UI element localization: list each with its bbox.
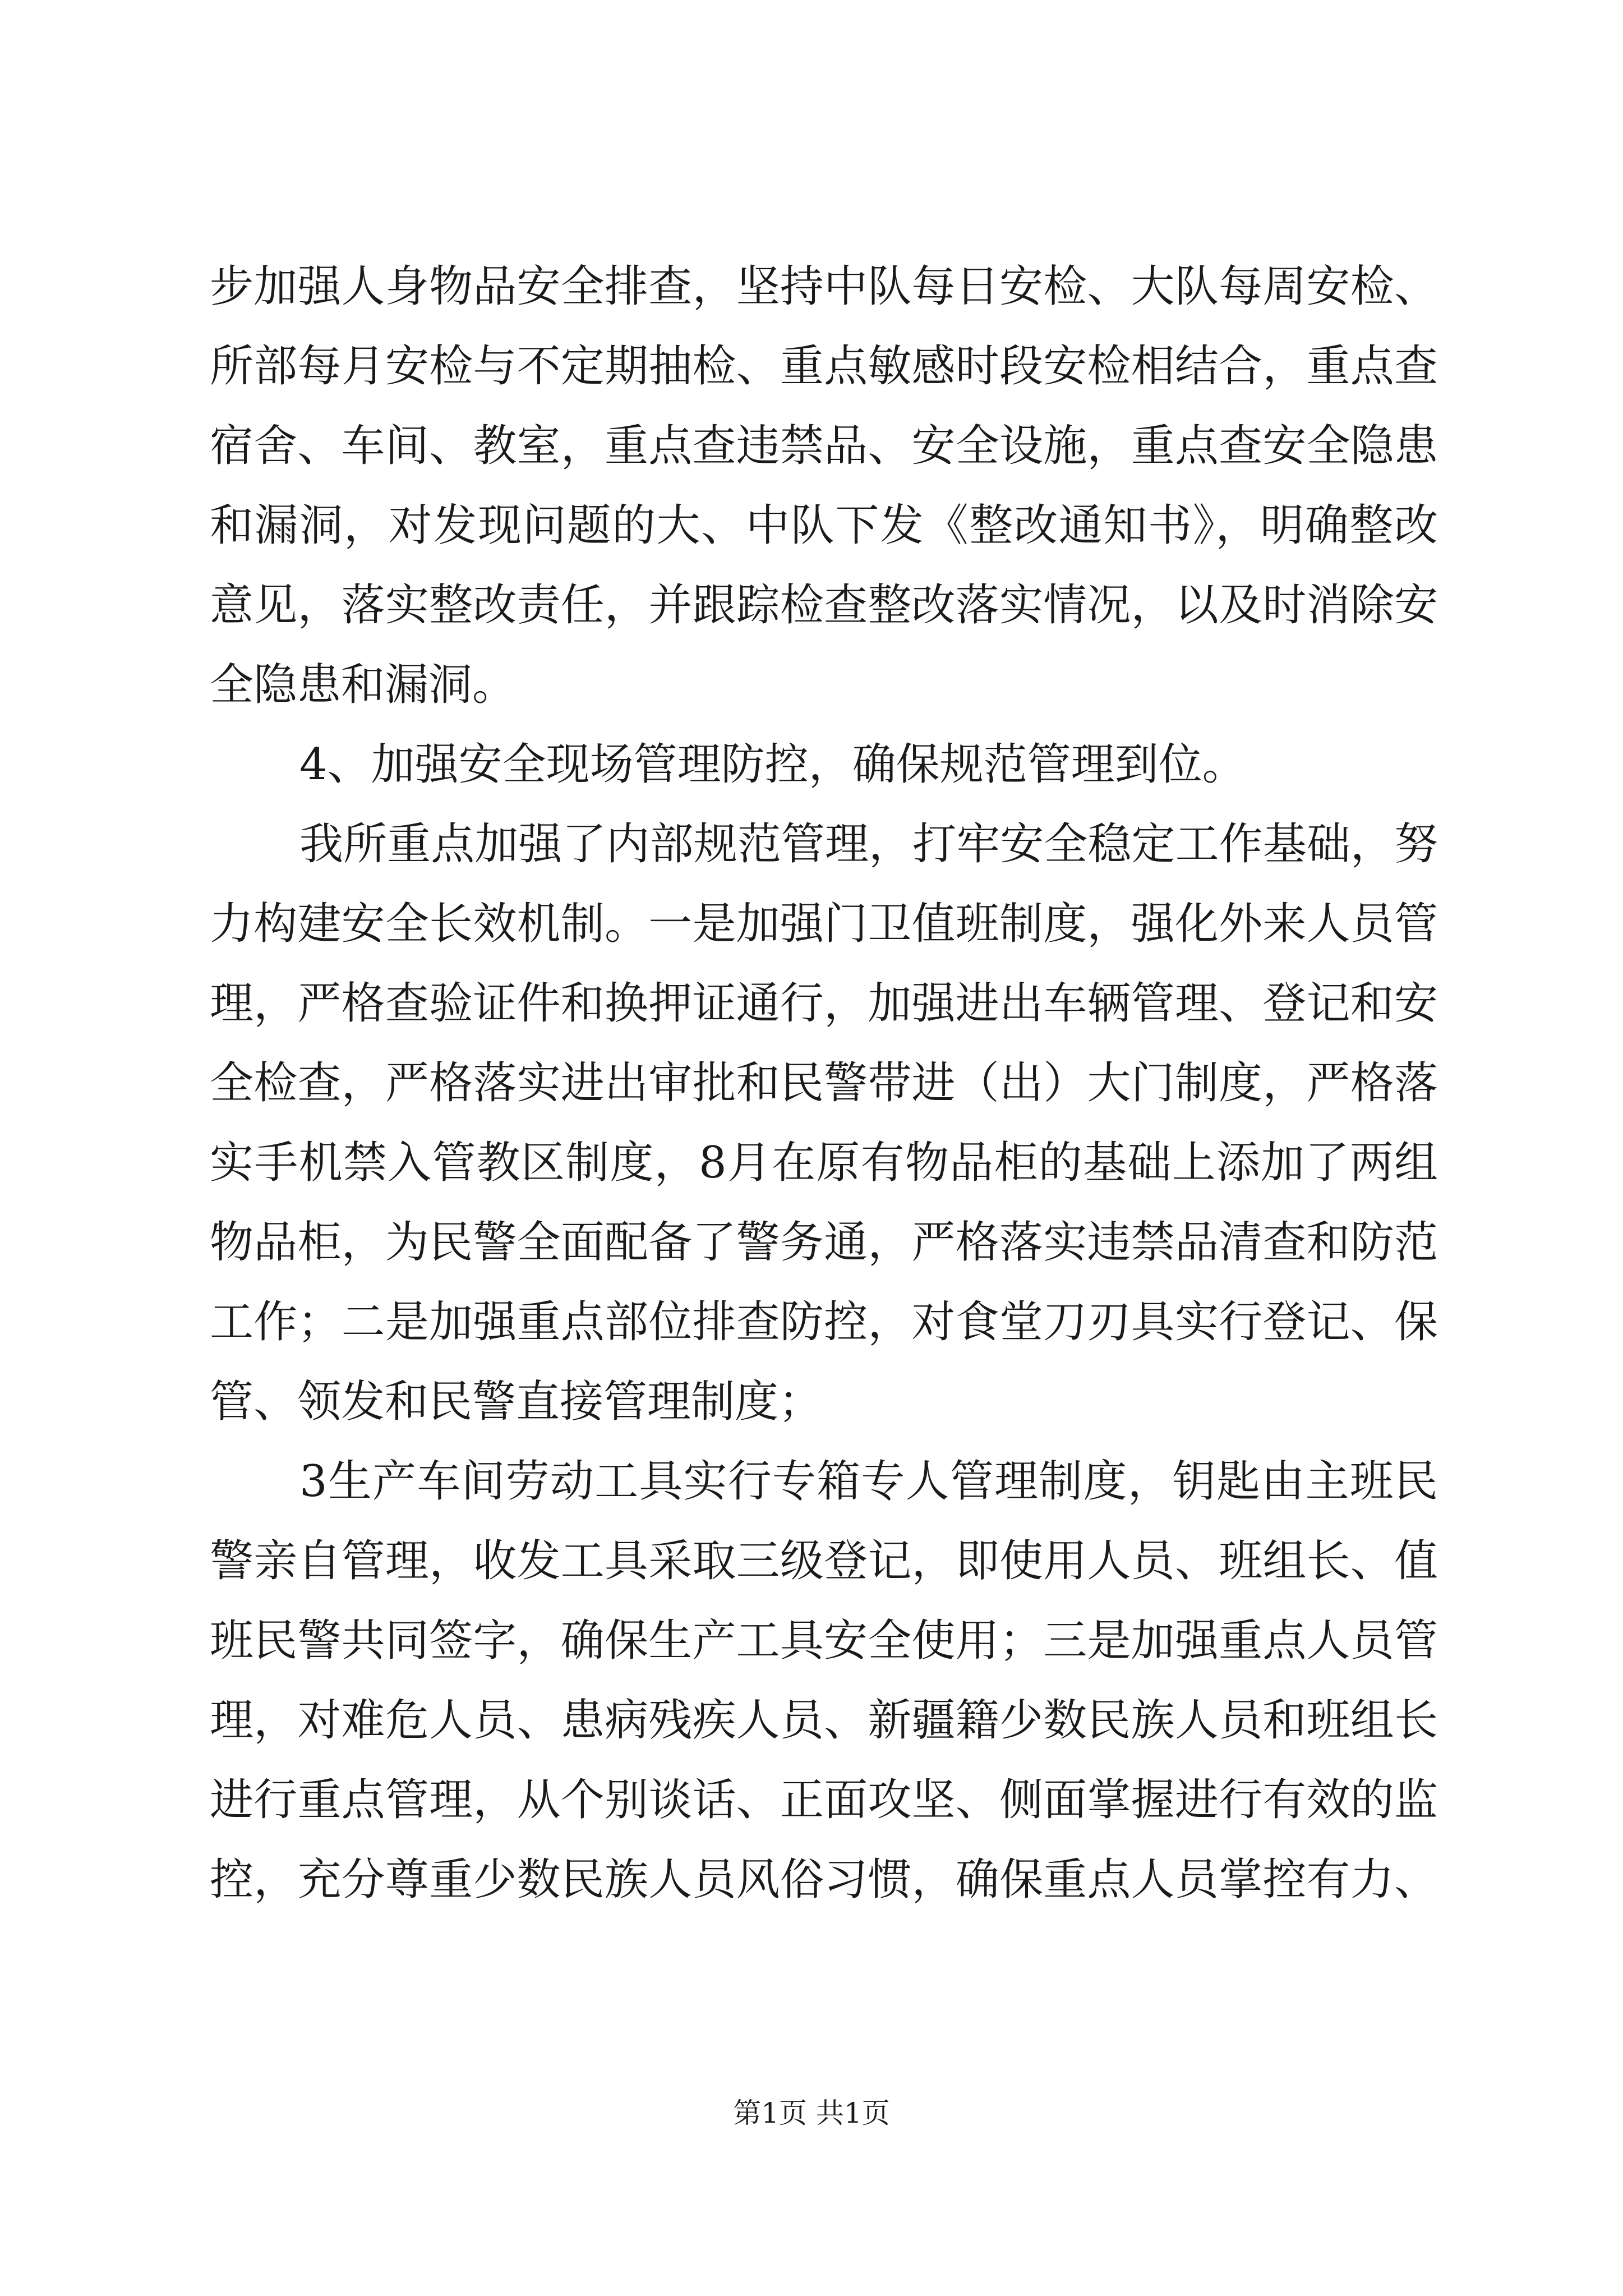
- section-heading: 4、加强安全现场管理防控，确保规范管理到位。: [299, 739, 1246, 790]
- text-line: 全检查，严格落实进出审批和民警带进（出）大门制度，严格落: [210, 1058, 1438, 1108]
- text-line: 所部每月安检与不定期抽检、重点敏感时段安检相结合，重点查: [210, 341, 1438, 392]
- text-line: 全隐患和漏洞。: [210, 660, 517, 710]
- text-line: 班民警共同签字，确保生产工具安全使用；三是加强重点人员管: [210, 1616, 1438, 1666]
- text-line: 理，对难危人员、患病残疾人员、新疆籍少数民族人员和班组长: [210, 1695, 1438, 1746]
- text-line: 警亲自管理，收发工具采取三级登记，即使用人员、班组长、值: [210, 1536, 1438, 1586]
- text-line: 控，充分尊重少数民族人员风俗习惯，确保重点人员掌控有力、: [210, 1855, 1438, 1905]
- text-line: 步加强人身物品安全排查，坚持中队每日安检、大队每周安检、: [210, 261, 1438, 312]
- text-line: 管、领发和民警直接管理制度；: [210, 1377, 823, 1427]
- text-line: 工作；二是加强重点部位排查防控，对食堂刀刃具实行登记、保: [210, 1297, 1438, 1347]
- text-line: 和漏洞，对发现问题的大、中队下发《整改通知书》，明确整改: [210, 500, 1438, 551]
- text-line: 实手机禁入管教区制度，8月在原有物品柜的基础上添加了两组: [210, 1138, 1438, 1188]
- text-line: 3生产车间劳动工具实行专箱专人管理制度，钥匙由主班民: [299, 1456, 1438, 1507]
- text-line: 进行重点管理，从个别谈话、正面攻坚、侧面掌握进行有效的监: [210, 1775, 1438, 1825]
- text-line: 宿舍、车间、教室，重点查违禁品、安全设施，重点查安全隐患: [210, 421, 1438, 471]
- text-line: 意见，落实整改责任，并跟踪检查整改落实情况，以及时消除安: [210, 580, 1438, 631]
- text-line: 物品柜，为民警全面配备了警务通，严格落实违禁品清查和防范: [210, 1217, 1438, 1268]
- text-line: 力构建安全长效机制。一是加强门卫值班制度，强化外来人员管: [210, 899, 1438, 949]
- page-number: 第1页 共1页: [733, 2097, 890, 2129]
- text-line: 我所重点加强了内部规范管理，打牢安全稳定工作基础，努: [299, 819, 1438, 869]
- text-line: 理，严格查验证件和换押证通行，加强进出车辆管理、登记和安: [210, 978, 1438, 1029]
